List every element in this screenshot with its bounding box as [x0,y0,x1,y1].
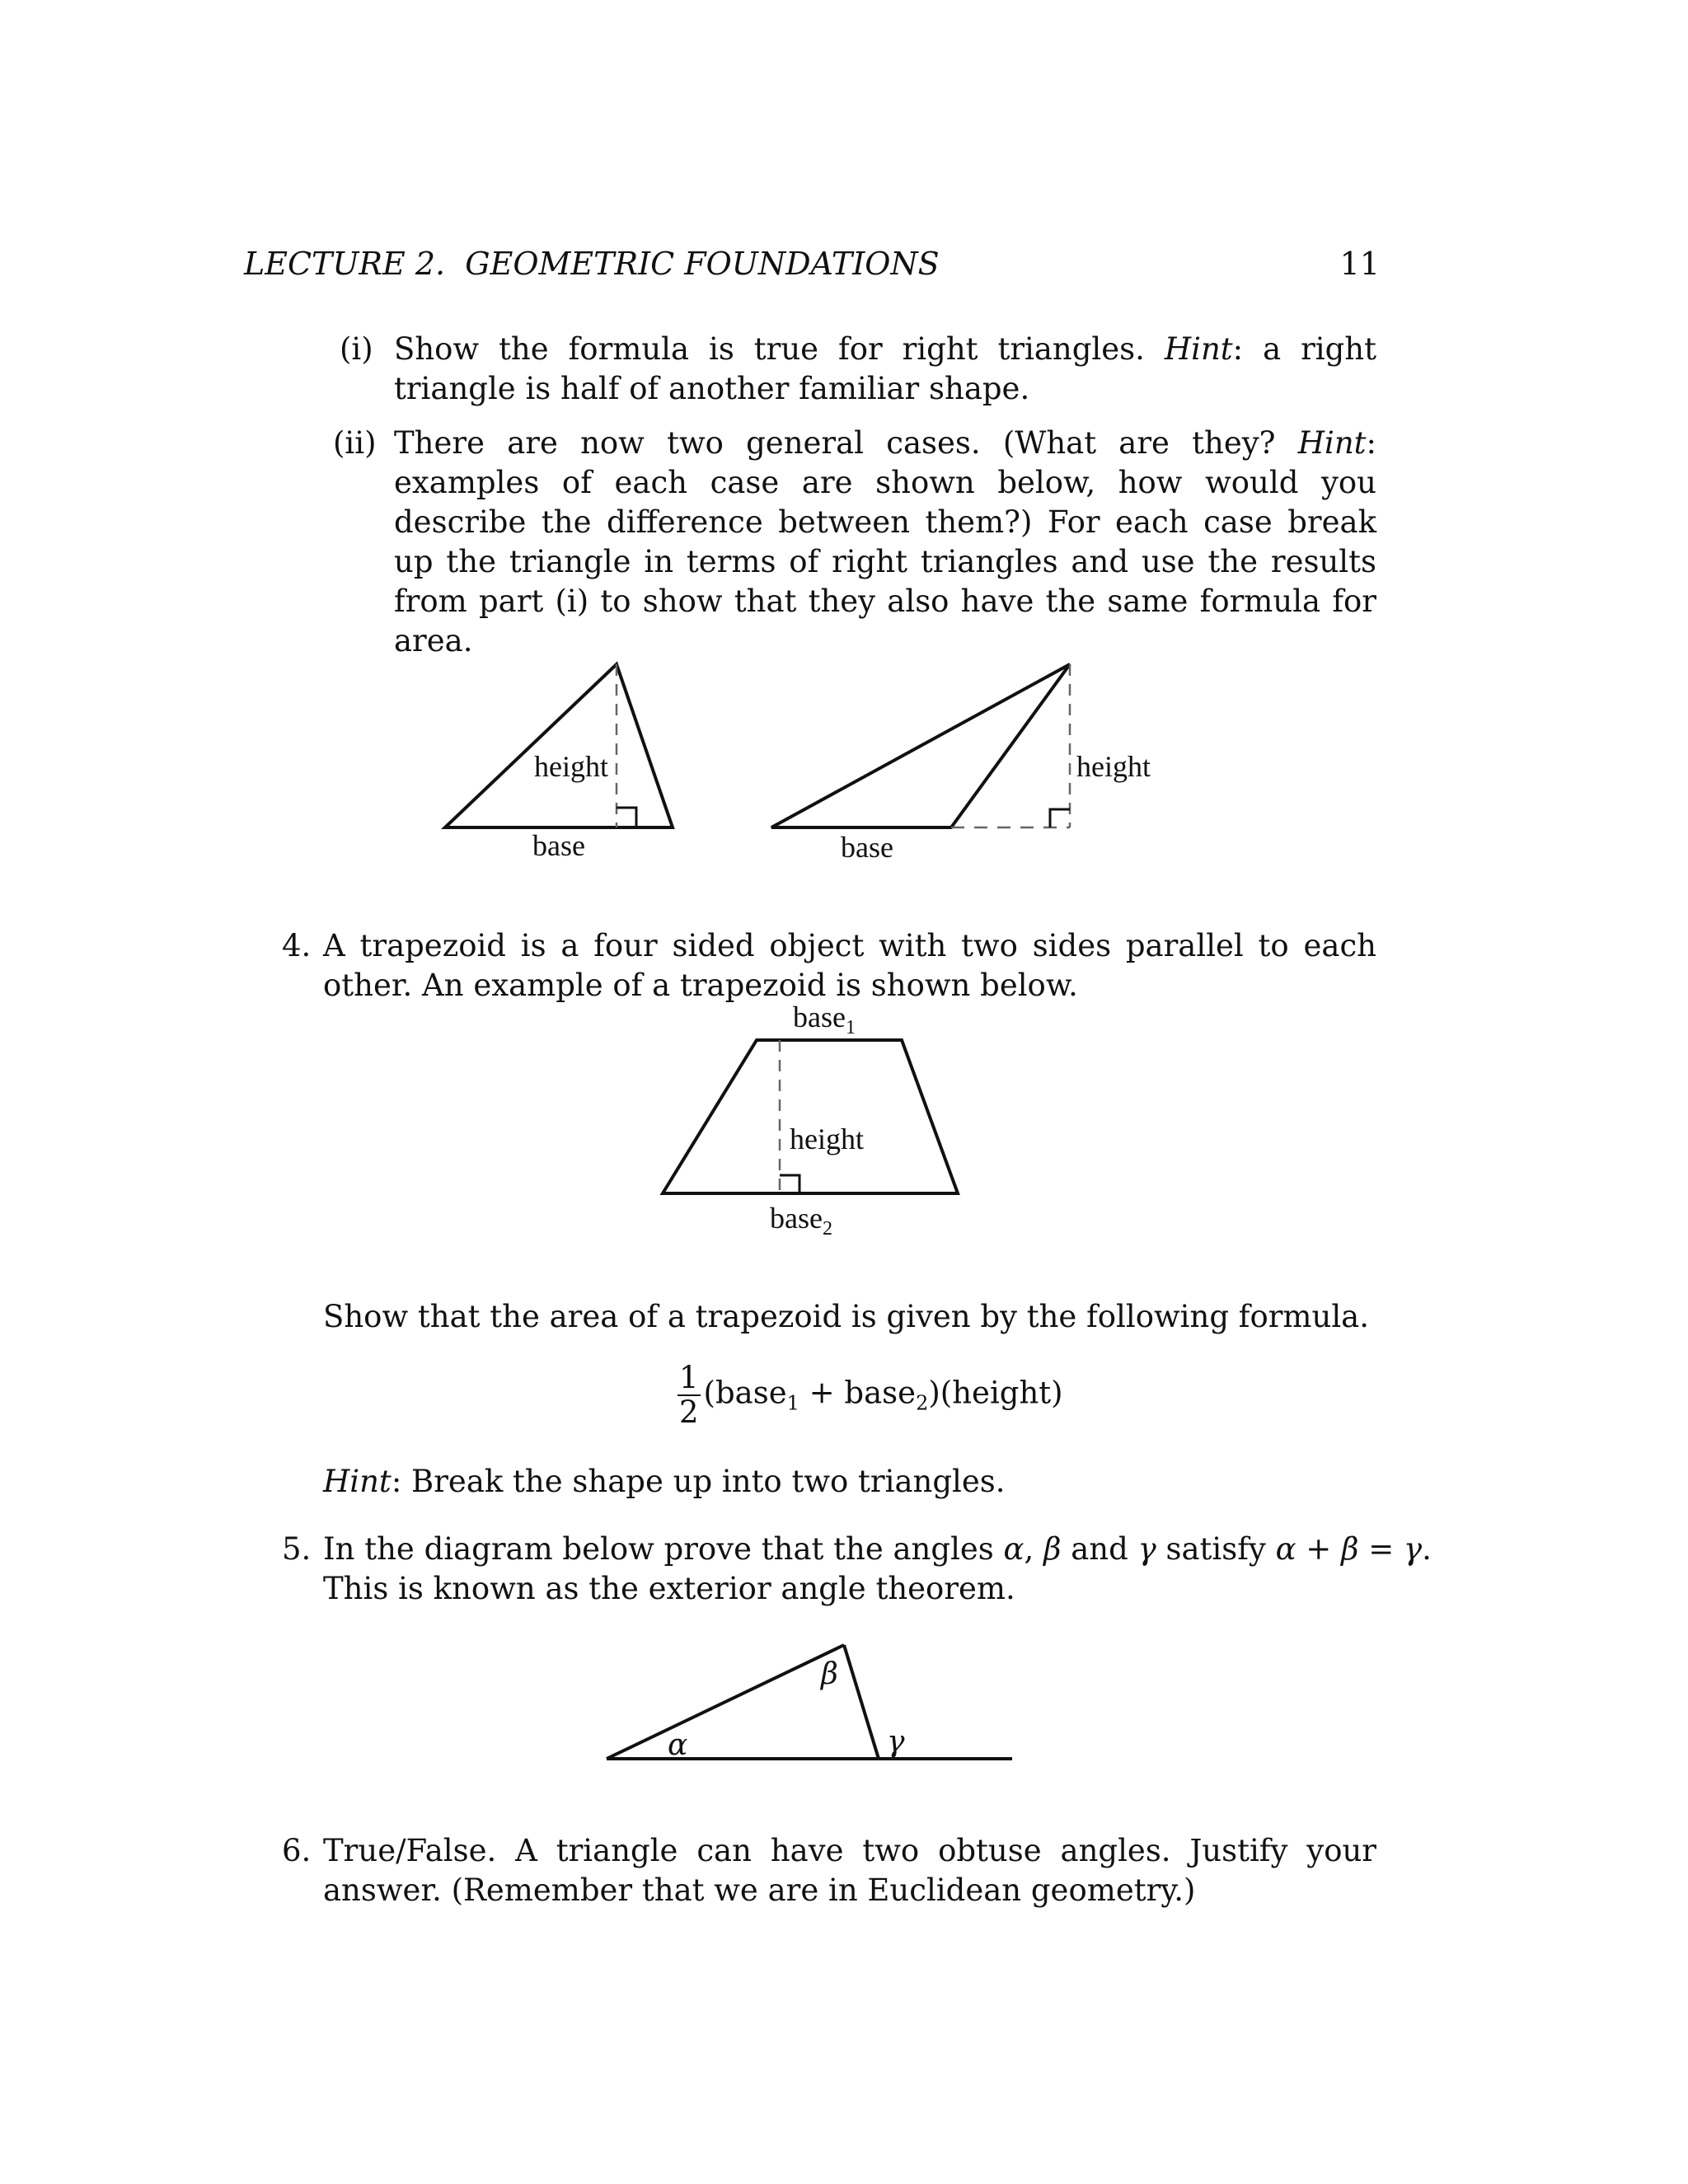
problem-4-show-text: Show that the area of a trapezoid is given by the following formula. [323,1299,1370,1334]
exterior-angle-gamma-label: γ [887,1725,905,1759]
problem-6-number: 6. [282,1833,312,1868]
obtuse-triangle-outline [771,664,1070,827]
page-number: 11 [1339,246,1380,282]
running-title: LECTURE 2. GEOMETRIC FOUNDATIONS [244,246,940,282]
problem-4-number: 4. [282,928,312,963]
formula-plus: + base [799,1375,917,1411]
trapezoid-base1-sub: 1 [845,1017,856,1038]
formula-sub1: 1 [786,1391,799,1415]
obtuse-triangle-figure [771,664,1070,827]
exterior-angle-alpha-label: α [668,1728,688,1762]
subpart-i-marker: (i) [340,331,373,367]
trapezoid-area-formula [678,1361,1063,1429]
obtuse-triangle-base-label: base [841,831,893,864]
acute-triangle-height-label: height [534,750,608,783]
trapezoid-right-angle-mark [780,1175,799,1193]
formula-sub2: 2 [916,1391,929,1415]
trapezoid-base1-label [793,997,856,1037]
problem-5-number: 5. [282,1531,312,1567]
trapezoid-base2-sub: 2 [822,1218,832,1240]
problem-4-hint-label: Hint [323,1464,392,1499]
problem-5-period: . [1422,1531,1432,1567]
acute-triangle-outline [445,664,673,827]
formula-close: )(height) [928,1375,1063,1411]
subpart-i-text-after: : a right triangle is half of another familiar shape. [394,331,1376,406]
problem-5-beta: β [1043,1531,1062,1567]
acute-triangle-right-angle-mark [617,808,636,827]
problem-5-equation: α + β = γ [1275,1531,1423,1567]
trapezoid-height-label: height [790,1122,864,1155]
formula-fraction [678,1361,701,1429]
problem-5-comma: , [1024,1531,1044,1567]
problem-6-text: True/False. A triangle can have two obtuse angles. Justify your answer. (Remember that we are in Euclidean geometry.) [323,1833,1376,1908]
exterior-angle-beta-label: β [821,1657,838,1691]
acute-triangle-base-label: base [532,829,585,862]
formula-open: (base [703,1375,787,1411]
problem-5-text [323,1530,1432,1569]
problem-5-gamma: γ [1137,1531,1156,1567]
acute-triangle-figure [445,664,673,827]
problem-4-hint [323,1462,1006,1502]
subpart-ii-text-before: There are now two general cases. (What are they? [394,425,1298,461]
obtuse-triangle-right-angle-mark [1050,809,1070,827]
problem-4-text: A trapezoid is a four sided object with two sides parallel to each other. An example of a trapezoid is shown below. [323,928,1376,1003]
exterior-angle-left-side [607,1645,844,1759]
problem-5-and: and [1061,1531,1138,1567]
problem-5-alpha: α [1003,1531,1025,1567]
subpart-ii-marker: (ii) [333,425,377,461]
exterior-angle-right-side [844,1645,879,1759]
trapezoid-outline [663,1040,958,1193]
subpart-i-text-before: Show the formula is true for right triangles. [394,331,1165,367]
trapezoid-figure [663,1040,958,1193]
obtuse-triangle-height-label: height [1076,750,1151,783]
problem-5-text-a: In the diagram below prove that the angles [323,1531,1004,1567]
trapezoid-base2-label [770,1198,832,1238]
trapezoid-base1-text: base [793,1001,846,1033]
trapezoid-base2-text: base [770,1202,823,1235]
formula-denominator: 2 [679,1394,699,1430]
problem-5-satisfy: satisfy [1156,1531,1276,1567]
subpart-i-hint-label: Hint [1164,331,1233,367]
subpart-ii-hint-label: Hint [1297,425,1367,461]
problem-4-hint-text: : Break the shape up into two triangles. [391,1464,1006,1499]
problem-5-line2: This is known as the exterior angle theorem. [323,1571,1015,1606]
formula-numerator: 1 [679,1360,699,1395]
subpart-ii-text-after: : examples of each case are shown below, how would you describe the difference between them?) For each case break up the triangle in terms of right triangles and use the results from part (i) to show that they also have the same formula for area. [394,425,1376,658]
